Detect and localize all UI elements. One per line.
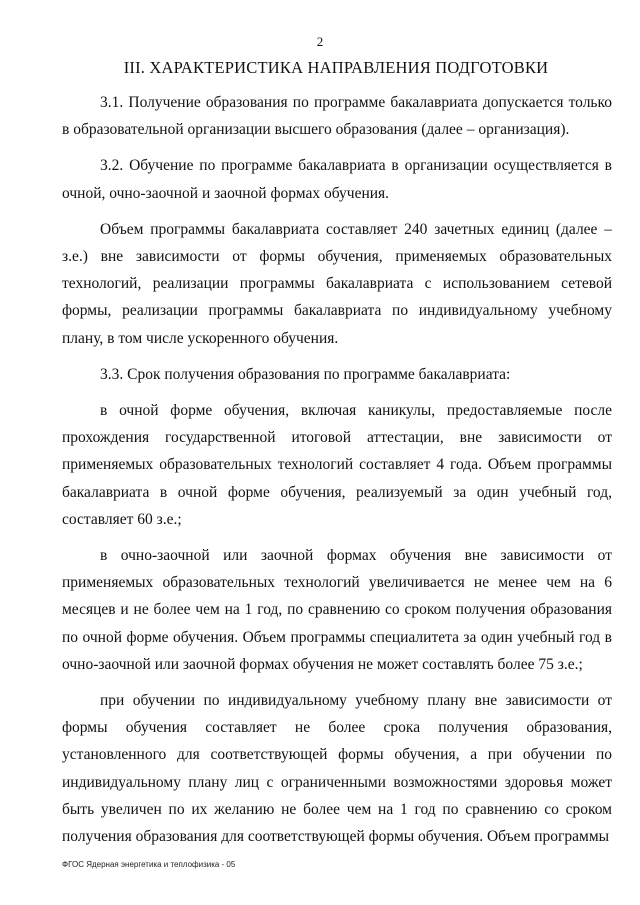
section-heading: III. ХАРАКТЕРИСТИКА НАПРАВЛЕНИЯ ПОДГОТОВКИ [123, 58, 549, 77]
page-number: 2 [316, 34, 324, 49]
footer-doc-id: ФГОС Ядерная энергетика и теплофизика - 05 [62, 860, 236, 869]
paragraph-full-time: в очной форме обучения, включая каникулы, предоставляемые после прохождения государственной итоговой аттестации, вне зависимости от применяемых образовательных технологий составляет 4 года. Объем программы бакалавриата в очной форме обучения, реализуемый за один учебный год, составляет 60 з.е.; [62, 402, 612, 528]
paragraph-individual-plan: при обучении по индивидуальному учебному плану вне зависимости от формы обучения составляет не более срока получения образования, установленного для соответствующей формы обучения, а при обучении по индивидуальному плану лиц с ограниченными возможностями здоровья может быть увеличен по их желанию не более чем на 1 год по сравнению со сроком получения образования для соответствующей формы обучения. Объем программы [62, 692, 612, 846]
paragraph-3-2: 3.2. Обучение по программе бакалавриата в организации осуществляется в очной, очно-заочной и заочной формах обучения. [62, 157, 612, 202]
document-body [62, 89, 612, 859]
paragraph-program-volume: Объем программы бакалавриата составляет 240 зачетных единиц (далее – з.е.) вне зависимости от формы обучения, применяемых образовательных технологий, реализации программы бакалавриата с использованием сетевой формы, реализации программы бакалавриата по индивидуальному учебному плану, в том числе ускоренного обучения. [62, 220, 612, 347]
paragraph-3-3: 3.3. Срок получения образования по программе бакалавриата: [100, 365, 511, 383]
paragraph-part-time: в очно-заочной или заочной формах обучения вне зависимости от применяемых образовательных технологий увеличивается не менее чем на 6 месяцев и не более чем на 1 год, по сравнению со сроком получения образования по очной форме обучения. Объем программы специалитета за один учебный год в очно-заочной или заочной формах обучения не может составлять более 75 з.е.; [62, 547, 612, 673]
paragraph-3-1: 3.1. Получение образования по программе бакалавриата допускается только в образовательной организации высшего образования (далее – организация). [62, 94, 612, 139]
